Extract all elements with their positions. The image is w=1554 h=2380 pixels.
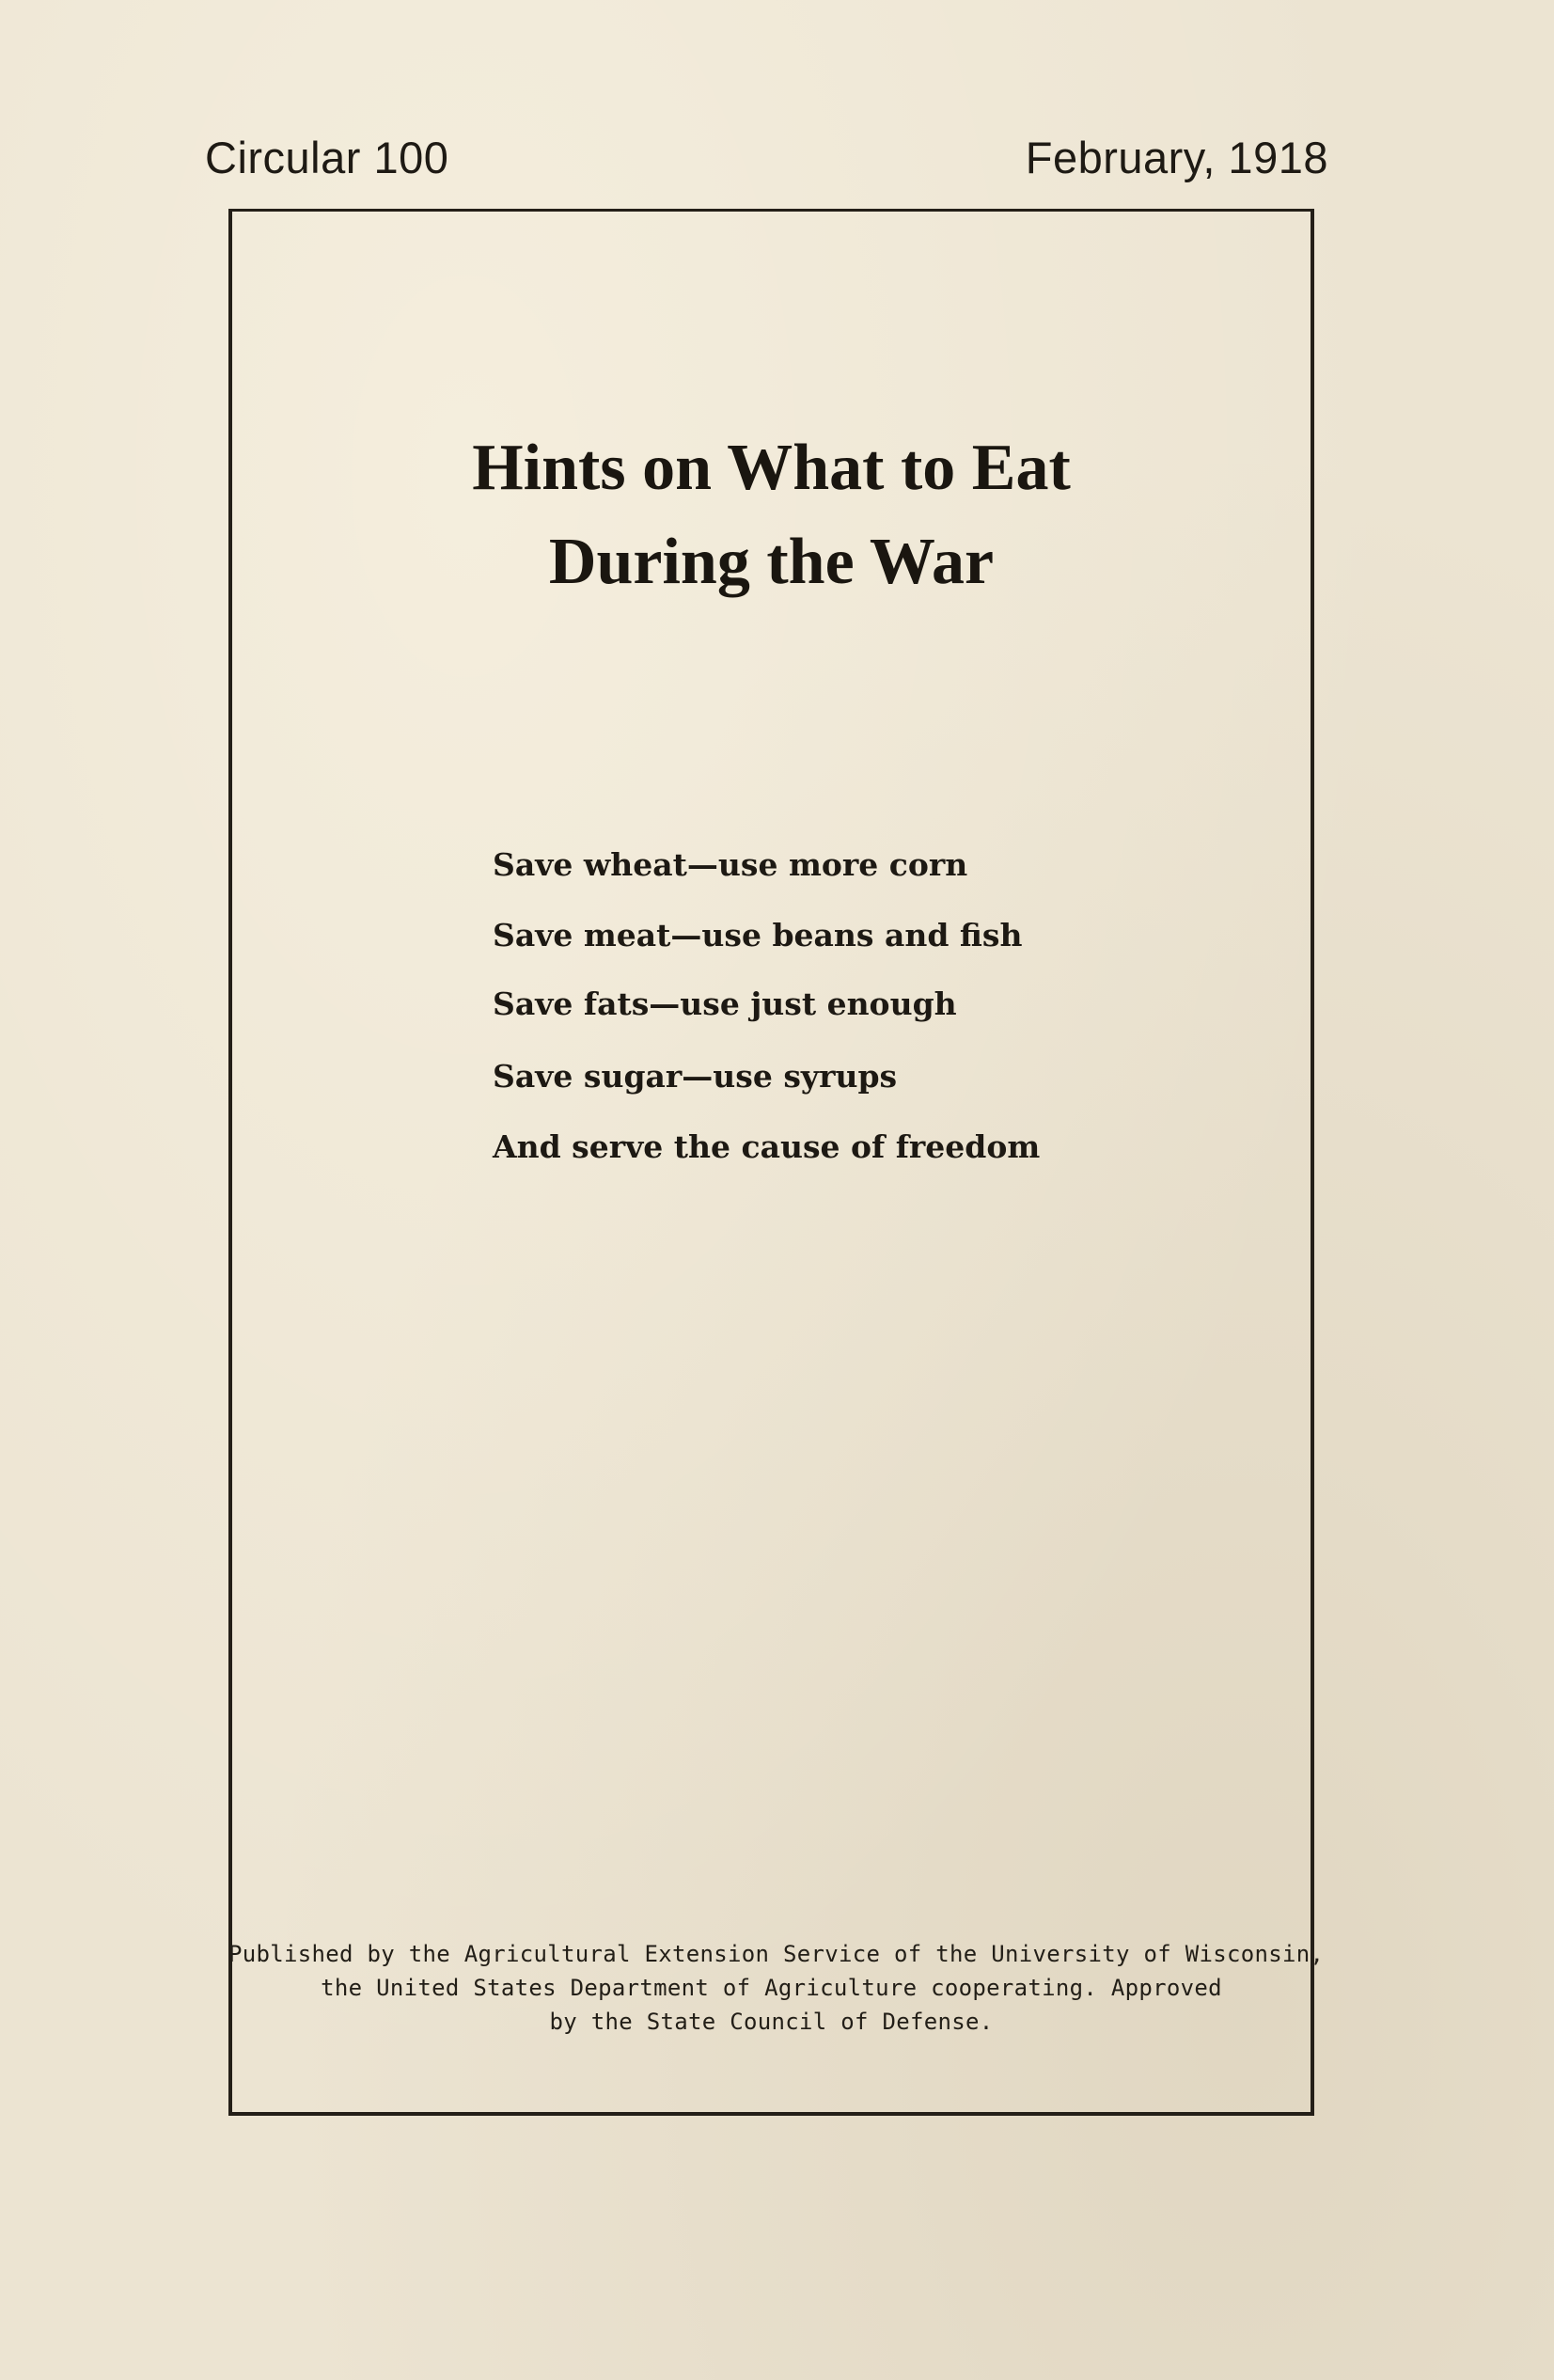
publisher-note-line-3: by the State Council of Defense. [549, 2009, 994, 2035]
slogan-fats: Save fats—use just enough [493, 985, 957, 1022]
title-line-2: During the War [548, 526, 995, 598]
slogan-sugar: Save sugar—use syrups [493, 1058, 898, 1095]
title-line-1: Hints on What to Eat [472, 432, 1071, 504]
slogan-freedom: And serve the cause of freedom [493, 1128, 1041, 1165]
slogan-wheat: Save wheat—use more corn [493, 846, 968, 883]
publisher-note [228, 1937, 1325, 2039]
header-line [205, 132, 1328, 183]
circular-number: Circular 100 [205, 133, 449, 182]
publisher-note-line-2: the United States Department of Agriculture cooperating. Approved [321, 1975, 1222, 2001]
slogan-meat: Save meat—use beans and fish [493, 917, 1023, 954]
page-title [228, 421, 1314, 609]
publication-date: February, 1918 [1025, 133, 1328, 182]
publisher-note-line-1: Published by the Agricultural Extension Service of the University of Wisconsin, [228, 1941, 1325, 1967]
